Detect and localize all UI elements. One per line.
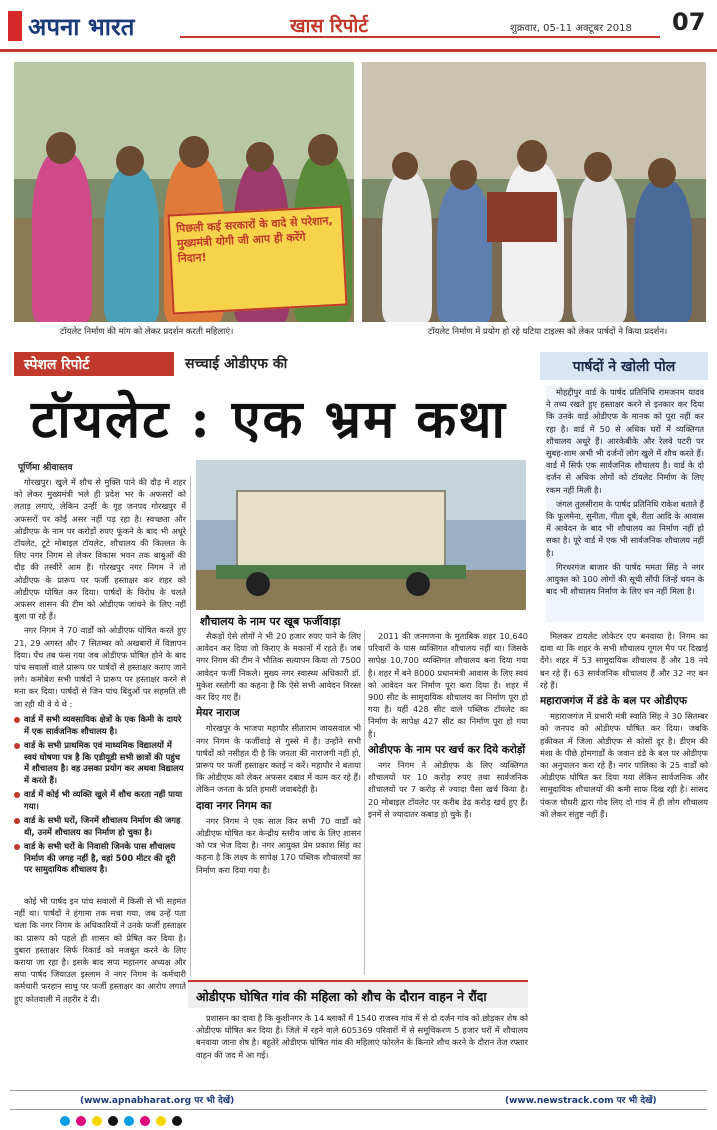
- wheel-icon: [246, 572, 270, 596]
- mobile-toilet-photo: [196, 460, 526, 610]
- paragraph: महाराजगंज में प्रभारी मंत्री स्वाति सिंह ने 30 सितम्बर को जनपद को ओडीएफ घोषित कर दिया। जबकि हकीकत में जिला ओडीएफ से कोसों दूर है। डीएम की मंशा के पीछे होमगार्डों के जवान डंडे के बल पर ओडीएफ का अनुपालन करा रहे हैं। नगर पालिका के 25 वार्डों को ओडीएफ घोषित कर दिया गया लेकिन सार्वजनिक और सामुदायिक शौचालयों की कमी साफ दिख रही है। सांसद पंकज चौधरी द्वारा गोद लिए दो गांव में ही लोग शौचालय को लेकर संतुष्ट नहीं हैं।: [540, 711, 708, 819]
- paragraph: जंगल तुलसीराम के पार्षद प्रतिनिधि राकेश बताते हैं कि फूलमेना, सुनीता, गीता दूबे, रीता आदि के आवास में आवेदन के बाद भी शौचालय का निर्माण नहीं हो सका है। पूरे वार्ड में एक भी सार्वजनिक शौचालय नहीं है।: [546, 498, 704, 558]
- subhead-expense: ओडीएफ के नाम पर खर्च कर दिये करोड़ों: [368, 743, 526, 756]
- column-divider: [364, 630, 365, 975]
- subhead-claim: दावा नगर निगम का: [196, 799, 272, 812]
- paragraph: मोहद्दीपुर वार्ड के पार्षद प्रतिनिधि रामजनम यादव ने तथ्य रखते हुए हस्ताक्षर करने से इनकार कर दिया कि उनके वार्ड ओडीएफ के मानक को पूरा नहीं कर रहा है। वार्ड में 50 से अधिक घरों में व्यक्तिगत शौचालय अधूरे हैं। आरकेबीके और रेलवे पटरी पर सुबह-शाम अभी भी दर्जनों लोग खुले में शौच करते हैं। वार्ड में सिर्फ एक सार्वजनिक शौचालय है। वार्ड के दो दर्जन से अधिक लोगों को टॉयलेट निर्माण के लिए रकम नहीं मिली है।: [546, 387, 704, 495]
- yellow-dot-icon: [156, 1116, 166, 1126]
- toilet-cabin: [236, 490, 446, 575]
- paragraph: नगर निगम ने एक साल किर सभी 70 वार्डों को ओडीएफ घोषित कर केन्द्रीय स्तरीय जांच के लिए शासन को पत्र भेज दिया है। नगर आयुक्त प्रेम प्रकाश सिंह का कहना है कि लक्ष्य के सापेक्ष 170 पब्लिक शौचालयों का निर्माण करा दिया गया है।: [196, 815, 361, 875]
- logo-bar-icon: [8, 11, 22, 41]
- councillors-protest-photo: [362, 62, 706, 322]
- story-column-1: [14, 476, 186, 712]
- subhead-mayor: मेयर नाराज: [196, 707, 240, 720]
- paragraph: कोई भी पार्षद इन पांच सवालों में किसी से भी सहमत नहीं था। पार्षदों ने हंगामा तक मचा गया, जब उन्हें पता चला कि नगर निगम के अधिकारियों ने उनके फर्जी हस्ताक्षर का प्रारूप को पहले ही शासन को प्रेषित कर दिया है। दुबारा हस्ताक्षर सिर्फ रिकार्ड को मजबूत करने के लिए कराया जा रहा है। इसके बाद सपा महानगर अध्यक्ष और सपा पार्षद जियाउल इस्लाम ने नगर निगम के कर्मचारी कर्मचारी फरहान साथु पर फर्जी हस्ताक्षर का आरोप लगाते हुए कोतवाली में तहरीर दे दी।: [14, 896, 186, 1004]
- protest-banner: पिछली कई सरकारों के वादे से परेशान, मुख्यमंत्री योगी जी आप ही करेंगे निदान!: [168, 205, 348, 314]
- paragraph: नगर निगम ने 70 वार्डों को ओडीएफ घोषित करते हुए 21, 29 अगस्त और 7 सितम्बर को अखबारों में विज्ञापन दिया। पेंच तब फंस गया जब ओडीएफ घोषित होने के बाद पांच सवालों वाले प्रारूप पर पार्षदों से हस्ताक्षर कराए जाने लगे। कमोबेश सभी पार्षदों ने प्रारूप पर हस्ताक्षर करने से मना कर दिया। पार्षदों से जिन पांच बिंदुओं पर सहमति ली जा रही थी वे ये थे :: [14, 625, 186, 709]
- story-column-3: [368, 630, 528, 975]
- magenta-dot-icon: [76, 1116, 86, 1126]
- cyan-dot-icon: [124, 1116, 134, 1126]
- story-kicker: सच्चाई ओडीएफ की: [185, 356, 288, 372]
- yellow-dot-icon: [92, 1116, 102, 1126]
- criteria-list: [14, 714, 186, 879]
- sidebar-title: पार्षदों ने खोली पोल: [540, 352, 708, 380]
- list-item: वार्ड में कोई भी व्यक्ति खुले में शौच करता नहीं पाया गया।: [14, 789, 186, 812]
- paragraph: मिलकर टायलेट लोकेटर एप बनवाया है। निगम का दावा था कि शहर के सभी शौचालय गूगल मैप पर दिखाई देंगे। शहर में 53 सामुदायिक शौचालय हैं और 18 नये बन रहे हैं। 63 सार्वजनिक शौचालय हैं और 32 नए बन रहे हैं।: [540, 631, 708, 690]
- story-photo-caption: शौचालय के नाम पर खूब फर्जीवाड़ा: [200, 615, 341, 628]
- website-link-newstrack[interactable]: (www.newstrack.com पर भी देखें): [505, 1096, 657, 1106]
- paragraph: 2011 की जनगणना के मुताबिक शहर 10,640 परिवारों के पास व्यक्तिगत शौचालय नहीं था। जिसके सापेक्ष 10,700 व्यक्तिगत शौचालय बना दिया गया है। शहर में बने 8000 प्रधानमंत्री आवास के लिए स्वयं को आवेदन कर निर्माण पूरा करा दिया है। शहर में 900 सीट के सामुदायिक शौचालय का निर्माण पूरा हो गया है। यहीं 428 सीट वाले पब्लिक टॉयलेट का निर्माण के सापेक्ष 427 सीट का निर्माण पूरा हो गया है।: [368, 631, 528, 739]
- cyan-dot-icon: [60, 1116, 70, 1126]
- page-number: 07: [672, 8, 706, 36]
- paragraph: गोरखपुर। खुले में शौच से मुक्ति पाने की दौड़ में शहर को लेकर मुख्यमंत्री भले ही प्रदेश भर के अफसरों को लताड़ लगाएं, लेकिन उन्हीं के गृह जनपद गोरखपुर में अफसरों पर कोई असर नहीं पड़ रहा है। स्वच्छता और ओडीएफ के नाम पर करोड़ों रुपए फूंकने के बाद भी अधूरे टॉयलेट, टूटे मोबाइल टॉयलेट, शौचालय की किल्लत के लिए नगर निगम से लेकर विकास भवन तक बाबुओं की दौड़ की तस्वीरें आम हैं। गोरखपुर नगर निगम ने तो ओडीएफ के प्रारूप पर फर्जी हस्ताक्षर कर शहर को ओडीएफ घोषित कर दिया। पार्षदों के विरोध के चलते अफसर शासन की टीम को ओडीएफ जांचने के लिए नहीं बुला पा रहे हैं।: [14, 477, 186, 622]
- list-item: वार्ड में सभी व्यवसायिक क्षेत्रों के एक किमी के दायरे में एक सार्वजनिक शौचालय है।: [14, 714, 186, 737]
- special-report-label: स्पेशल रिपोर्ट: [14, 352, 174, 376]
- paragraph: प्रशासन का दावा है कि कुशीनगर के 14 ब्लाकों में 1540 राजस्व गांव में से दो दर्जन गांव को छोड़कर शेष को ओडीएफ घोषित कर दिया है। जिले में रहने वाले 605369 परिवारों में से समूचिकरण 5 हजार घरों में शौचालय बनवाया जाना शेष है। बहुतेरे ओडीएफ घोषित गांव की महिलाएं फोरलेन के किनारे शौच करने के दौरान तेज रफ्तार वाहन की जद में आ गई।: [196, 1013, 528, 1060]
- logo-text: अपना भारत: [28, 11, 135, 41]
- issue-date: शुक्रवार, 05-11 अक्टूबर 2018: [510, 23, 632, 34]
- column-divider: [190, 476, 191, 976]
- sidebar-text: [546, 386, 704, 622]
- paragraph: सैकड़ों ऐसे लोगों ने भी 20 हजार रुपए पाने के लिए आवेदन कर दिया जो किराए के मकानों में रहते हैं। जब नगर निगम की टीम ने भौतिक सत्यापन किया तो 7500 आवेदन फर्जी निकले। मुख्य नगर स्वास्थ्य अधिकारी डॉ. मुकेश रस्तोगी का कहना है कि ऐसे सभी आवेदन निरस्त कर दिए गए हैं।: [196, 631, 361, 703]
- story-column-2: [196, 630, 361, 975]
- right-photo-caption: टॉयलेट निर्माण में प्रयोग हो रहे घटिया टाइल्स को लेकर पार्षदों ने किया प्रदर्शन।: [428, 327, 668, 337]
- paragraph: नगर निगम ने ओडीएफ के लिए व्यक्तिगत शौचालयों पर 10 करोड़ रुपए तथा सार्वजनिक शौचालयों पर 7 करोड़ से ज्यादा पैसा खर्च किया है। 20 मोबाइल टॉयलेट पर करीब डेढ़ करोड़ खर्च हुए हैं। इनमें से ज्यादातर कबाड़ हो चुके हैं।: [368, 760, 528, 819]
- tile-sample: [487, 192, 557, 242]
- list-item: वार्ड के सभी प्राथमिक एवं माध्यमिक विद्यालयों में स्वयं घोषणा पत्र है कि एडीयूडी सभी छात्रों की पहुंच में शौचालय है। वह उसका प्रयोग कर अथवा विद्यालय में करते हैं।: [14, 740, 186, 786]
- black-dot-icon: [172, 1116, 182, 1126]
- sub-story-text: [196, 1012, 528, 1076]
- main-headline: टॉयलेट : एक भ्रम कथा: [31, 389, 507, 450]
- magenta-dot-icon: [140, 1116, 150, 1126]
- website-link-apnabharat[interactable]: (www.apnabharat.org पर भी देखें): [80, 1096, 235, 1106]
- left-photo-caption: टॉयलेट निर्माण की मांग को लेकर प्रदर्शन करती महिलाएं।: [60, 327, 234, 337]
- header-rule: [180, 36, 660, 38]
- page-footer: [0, 1082, 717, 1130]
- color-registration-dots: [60, 1116, 182, 1126]
- wheel-icon: [406, 572, 430, 596]
- masthead: [0, 0, 717, 52]
- newspaper-logo[interactable]: [8, 8, 173, 44]
- paragraph: गिरधरगंज बाजार की पार्षद ममता सिंह ने नगर आयुक्त को 100 लोगों की सूची सौंपी जिन्हें चयन के बाद भी शौचालय निर्माण के लिए धन नहीं मिला है।: [546, 561, 704, 597]
- black-dot-icon: [108, 1116, 118, 1126]
- paragraph: गोरखपुर के भाजपा महापौर सीताराम जायसवाल भी नगर निगम के फर्जीवाड़े से गुस्से में हैं। उन्होंने सभी पार्षदों को नसीहत दी है कि जनता की नाराजगी नहीं हो, प्रारूप पर फर्जी हस्ताक्षर कतई न करें। महापौर ने बताया कि ओडीएफ को लेकर अफसर दबाव में काम कर रहे हैं। लेकिन जनता के प्रति हमारी जवाबदेही है।: [196, 723, 361, 795]
- list-item: वार्ड के सभी घरों के निवासी जिनके पास शौचालय निर्माण की जगह नहीं है, वहां 500 मीटर की दूरी पर सामुदायिक शौचालय है।: [14, 841, 186, 876]
- list-item: वार्ड के सभी घरों, जिनमें शौचालय निर्माण की जगह थी, उनमें शौचालय का निर्माण हो चुका है।: [14, 815, 186, 838]
- byline: पूर्णिमा श्रीवास्तव: [18, 463, 73, 473]
- story-column-1b: [14, 895, 186, 1075]
- sub-story-title: ओडीएफ घोषित गांव की महिला को शौच के दौरान वाहन ने रौंदा: [188, 980, 528, 1008]
- section-title: खास रिपोर्ट: [290, 15, 368, 37]
- subhead-maharajganj: महाराजगंज में डंडे के बल पर ओडीएफ: [540, 695, 687, 708]
- sidebar-councillors: [540, 352, 708, 1052]
